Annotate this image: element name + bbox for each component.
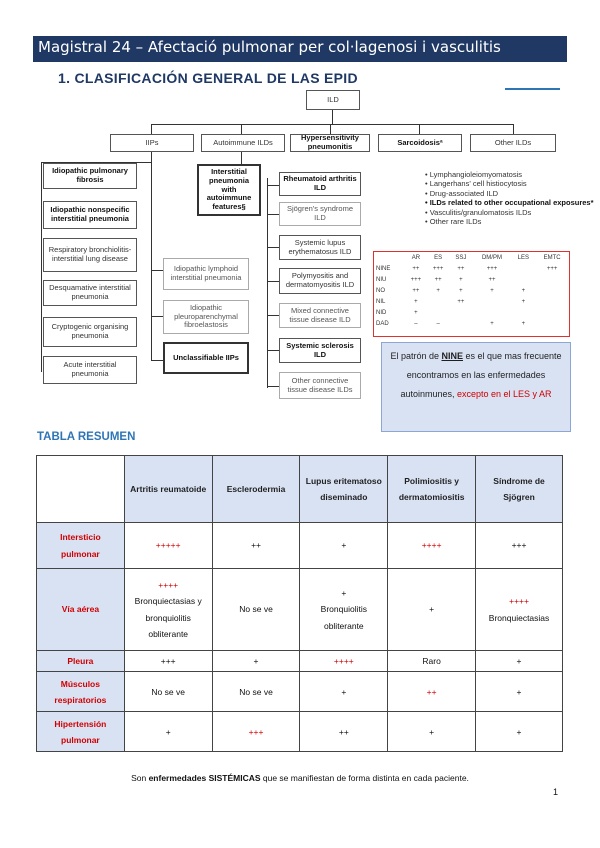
cell-value: + [253, 656, 259, 666]
table-cell [212, 569, 300, 651]
matrix-cell: + [490, 287, 494, 294]
matrix-cell: + [521, 298, 526, 305]
table-cell [300, 712, 388, 752]
connector [267, 185, 279, 186]
cell-value: ++ [251, 540, 261, 551]
connector [151, 124, 513, 125]
ctd-ra: Rheumatoid arthritis ILD [279, 172, 361, 196]
other-ild-item: • Vasculitis/granulomatosis ILDs [425, 208, 594, 217]
connector [151, 152, 152, 360]
cell-value: + [516, 686, 522, 697]
col-header: Lupus eritematoso diseminado [300, 456, 388, 523]
nine-highlight: NINE [441, 351, 463, 361]
connector [267, 350, 279, 351]
col-header: Esclerodermia [212, 456, 300, 523]
matrix-row [374, 274, 569, 285]
col-header: Polimiositis y dermatomiositis [388, 456, 476, 523]
ctd-sle: Systemic lupus erythematosus ILD [279, 235, 361, 260]
cell-value: No se ve [239, 604, 273, 615]
cell-subvalue: Bronquiolitis obliterante [320, 604, 367, 631]
section-title: 1. CLASIFICACIÓN GENERAL DE LAS EPID [58, 70, 358, 86]
connector [151, 124, 152, 134]
matrix-cell: ++ [488, 276, 496, 283]
table-cell [476, 672, 563, 712]
table-cell [388, 523, 476, 569]
cell-value: + [429, 726, 435, 737]
cell-subvalue: Bronquiectasias y bronquiolitis obliterante [134, 596, 202, 639]
matrix-col-header: LES [517, 254, 530, 261]
matrix-cell [427, 296, 449, 307]
matrix-cell [535, 296, 569, 307]
iip-ppfe: Idiopathic pleuroparenchymal fibroelastosis [163, 300, 249, 334]
matrix-cell [449, 307, 472, 318]
matrix-cell [512, 263, 536, 274]
matrix-cell: ++ [434, 276, 442, 283]
cell-value: ++++ [509, 596, 529, 607]
table-cell [476, 712, 563, 752]
connector [151, 270, 163, 271]
connector [241, 152, 242, 164]
table-cell [124, 712, 212, 752]
matrix-cell: + [459, 276, 463, 283]
row-header: Intersticio pulmonar [37, 523, 125, 569]
table-cell [124, 651, 212, 672]
category-other-ilds: Other ILDs [470, 134, 556, 152]
document-title: Magistral 24 – Afectació pulmonar per col·lagenosi i vasculitis [38, 38, 501, 56]
nine-text-2: es el que mas frecuente encontramos en las enfermedades autoinmunes, [400, 351, 562, 399]
nine-exception: excepto en el LES y AR [456, 388, 552, 399]
other-ilds-list [425, 170, 594, 226]
category-iips: IIPs [110, 134, 194, 152]
matrix-cell [535, 307, 569, 318]
matrix-row-label: NIL [376, 298, 386, 305]
table-cell [212, 523, 300, 569]
table-cell [212, 672, 300, 712]
matrix-cell [472, 307, 511, 318]
title-rule [505, 88, 560, 90]
table-cell [300, 569, 388, 651]
iip-rb-ild: Respiratory bronchiolitis-interstitial lung disease [43, 238, 137, 272]
matrix-cell [449, 318, 472, 329]
table-cell [476, 651, 563, 672]
row-header: Músculos respiratorios [37, 672, 125, 712]
connector [151, 316, 163, 317]
connector [332, 110, 333, 124]
cell-value: ++++ [333, 656, 354, 666]
unclassifiable-iips: Unclassifiable IIPs [163, 342, 249, 374]
cell-value: + [341, 588, 347, 599]
col-header: Síndrome de Sjögren [476, 456, 563, 523]
table-cell [388, 712, 476, 752]
iip-lip: Idiopathic lymphoid interstitial pneumonia [163, 258, 249, 290]
matrix-row [374, 285, 569, 296]
table-row [37, 523, 563, 569]
footer-text-2: que se manifiestan de forma distinta en cada paciente. [260, 773, 469, 783]
ctd-other: Other connective tissue disease ILDs [279, 372, 361, 399]
cell-value: + [429, 604, 435, 615]
corner-cell [37, 456, 125, 523]
connector [41, 162, 42, 372]
matrix-cell: ++ [457, 265, 465, 272]
connector [151, 360, 163, 361]
ctd-pm-dm: Polymyositis and dermatomyositis ILD [279, 268, 361, 294]
cell-value: +++++ [155, 540, 181, 551]
ctd-ssc: Systemic sclerosis ILD [279, 338, 361, 363]
row-header: Vía aérea [37, 569, 125, 651]
other-ild-item: • Drug-associated ILD [425, 189, 594, 198]
matrix-col-header: DM/PM [481, 254, 502, 261]
matrix-cell: +++ [486, 265, 498, 272]
table-row [37, 672, 563, 712]
matrix-cell [512, 274, 536, 285]
table-cell [212, 651, 300, 672]
other-ild-item: • Lymphangioleiomyomatosis [425, 170, 594, 179]
connector [267, 247, 279, 248]
table-cell [124, 672, 212, 712]
cell-value: + [341, 686, 347, 697]
table-row [37, 651, 563, 672]
ipaf-box: Interstitial pneumonia with autoimmune features§ [197, 164, 261, 216]
cell-value: +++ [248, 726, 264, 737]
other-ild-item: • Other rare ILDs [425, 217, 594, 226]
matrix-cell: – [414, 320, 418, 327]
iip-dip: Desquamative interstitial pneumonia [43, 280, 137, 306]
connector [241, 124, 242, 134]
matrix-cell: +++ [410, 276, 422, 283]
connector [267, 214, 279, 215]
matrix-cell: + [414, 309, 418, 316]
matrix-cell [535, 274, 569, 285]
cell-value: ++ [338, 726, 349, 737]
matrix-cell: + [521, 287, 526, 294]
cell-value: Raro [422, 656, 441, 666]
connector [267, 386, 279, 387]
table-cell [388, 569, 476, 651]
cell-value: +++ [160, 656, 176, 666]
table-cell [124, 569, 212, 651]
connector [513, 124, 514, 134]
page-number: 1 [553, 787, 559, 797]
footer-bold: enfermedades SISTÉMICAS [148, 773, 261, 783]
matrix-cell: + [414, 298, 418, 305]
ild-root-box: ILD [306, 90, 360, 110]
cell-value: + [341, 540, 347, 551]
table-cell [124, 523, 212, 569]
matrix-col-header: EMTC [543, 254, 561, 261]
cell-value: + [516, 726, 522, 737]
iip-aip: Acute interstitial pneumonia [43, 356, 137, 384]
cell-value: ++++ [158, 580, 179, 591]
matrix-cell: + [459, 287, 463, 294]
matrix-cell [472, 296, 511, 307]
iip-nsip: Idiopathic nonspecific interstitial pneumonia [43, 201, 137, 229]
matrix-col-header: AR [411, 254, 421, 261]
cell-value: ++++ [421, 540, 442, 551]
matrix-col-header: ES [434, 254, 443, 261]
table-cell [388, 672, 476, 712]
cell-value: +++ [511, 540, 527, 551]
matrix-col-header: SSJ [455, 254, 467, 261]
cell-value: + [516, 656, 522, 666]
ctd-mctd: Mixed connective tissue disease ILD [279, 303, 361, 328]
tabla-resumen-title: TABLA RESUMEN [37, 431, 136, 443]
table-row [37, 569, 563, 651]
pattern-matrix [373, 251, 570, 337]
matrix-cell: – [436, 320, 440, 327]
cell-value: No se ve [239, 686, 273, 697]
matrix-row-label: NIU [376, 276, 387, 283]
matrix-cell [427, 307, 449, 318]
matrix-cell: + [521, 320, 526, 327]
category-sarcoidosis: Sarcoidosisª [378, 134, 462, 152]
matrix-cell: + [436, 287, 440, 294]
cell-value: + [165, 726, 171, 737]
table-cell [300, 651, 388, 672]
matrix-col-header [374, 252, 405, 263]
table-cell [300, 672, 388, 712]
matrix-row-label: NID [376, 309, 387, 316]
matrix-row [374, 318, 569, 329]
other-ild-item: • ILDs related to other occupational exposures* [425, 198, 594, 207]
matrix-row-label: NINE [376, 265, 391, 272]
matrix-cell: +++ [432, 265, 444, 272]
category-autoimmune: Autoimmune ILDs [201, 134, 285, 152]
cell-subvalue: Bronquiectasias [488, 612, 550, 623]
col-header: Artritis reumatoide [124, 456, 212, 523]
cell-value: ++ [426, 686, 437, 697]
category-hypersensitivity: Hypersensitivity pneumonitis [290, 134, 370, 152]
matrix-row [374, 296, 569, 307]
matrix-row-label: NO [376, 287, 385, 294]
matrix-cell [535, 285, 569, 296]
cell-value: No se ve [151, 686, 185, 697]
matrix-cell: ++ [457, 298, 465, 305]
connector [419, 124, 420, 134]
matrix-cell: +++ [546, 265, 558, 272]
matrix-cell [535, 318, 569, 329]
matrix-cell: + [490, 320, 494, 327]
nine-text-1: El patrón de [390, 351, 442, 361]
summary-table [36, 455, 563, 752]
matrix-row [374, 307, 569, 318]
table-cell [212, 712, 300, 752]
table-row [37, 712, 563, 752]
other-ild-item: • Langerhans' cell histiocytosis [425, 179, 594, 188]
connector [267, 281, 279, 282]
connector [267, 178, 268, 388]
iip-cop: Cryptogenic organising pneumonia [43, 317, 137, 347]
table-cell [476, 569, 563, 651]
ctd-sjogren: Sjögren's syndrome ILD [279, 202, 361, 226]
matrix-cell: ++ [412, 287, 420, 294]
matrix-row-label: DAD [376, 320, 389, 327]
table-cell [476, 523, 563, 569]
matrix-cell [512, 307, 536, 318]
matrix-row [374, 263, 569, 274]
nine-note-box [381, 342, 571, 432]
table-cell [388, 651, 476, 672]
row-header: Hipertensión pulmonar [37, 712, 125, 752]
table-cell [300, 523, 388, 569]
iip-ipf: Idiopathic pulmonary fibrosis [43, 163, 137, 189]
footer-note [0, 773, 600, 783]
row-header: Pleura [37, 651, 125, 672]
connector [267, 315, 279, 316]
matrix-cell: ++ [412, 265, 420, 272]
footer-text-1: Son [131, 773, 149, 783]
